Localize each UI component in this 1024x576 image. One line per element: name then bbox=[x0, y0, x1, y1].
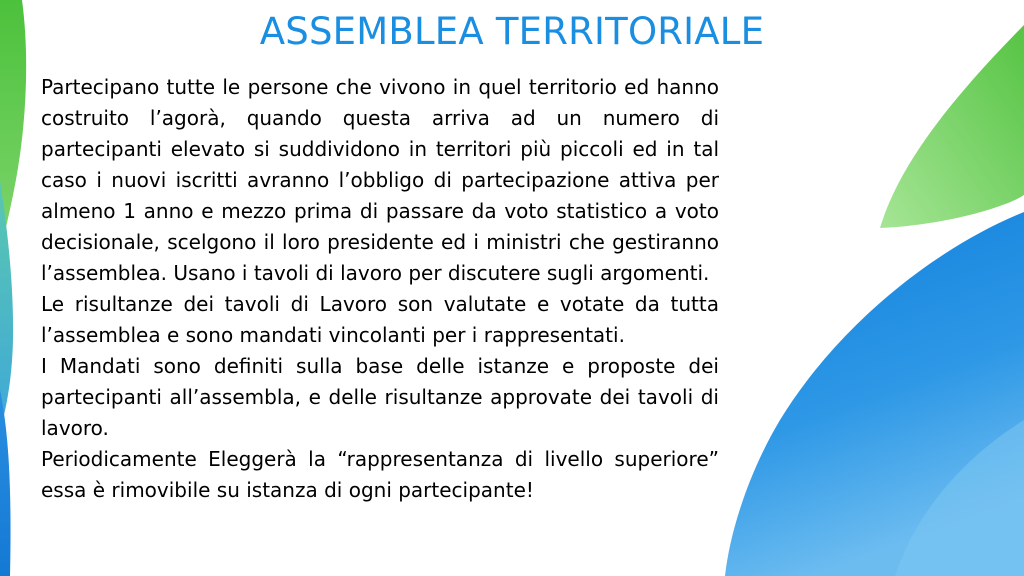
slide-title: ASSEMBLEA TERRITORIALE bbox=[259, 10, 765, 53]
paragraph-2: Le risultanze dei tavoli di Lavoro son valutate e votate da tutta l’assemblea e sono mandati vincolanti per i rappresentati. bbox=[41, 292, 719, 347]
paragraph-3: I Mandati sono definiti sulla base delle istanze e proposte dei partecipanti all’assembla, e delle risultanze approvate dei tavoli di lavoro. bbox=[41, 354, 719, 440]
right-green-leaf bbox=[880, 25, 1024, 228]
paragraph-4: Periodicamente Eleggerà la “rappresentanza di livello superiore” essa è rimovibile su istanza di ogni partecipante! bbox=[41, 447, 719, 502]
slide-body bbox=[41, 72, 719, 506]
paragraph-1: Partecipano tutte le persone che vivono in quel territorio ed hanno costruito l’agorà, quando questa arriva ad un numero di partecipanti elevato si suddividono in territori più piccoli ed in tal caso i nuovi iscritti avranno l’obbligo di partecipazione attiva per almeno 1 anno e mezzo prima di passare da voto statistico a voto decisionale, scelgono il loro presidente ed i ministri che gestiranno l’assemblea. Usano i tavoli di lavoro per discutere sugli argomenti. bbox=[41, 75, 719, 285]
left-blue-leaf bbox=[0, 390, 11, 576]
